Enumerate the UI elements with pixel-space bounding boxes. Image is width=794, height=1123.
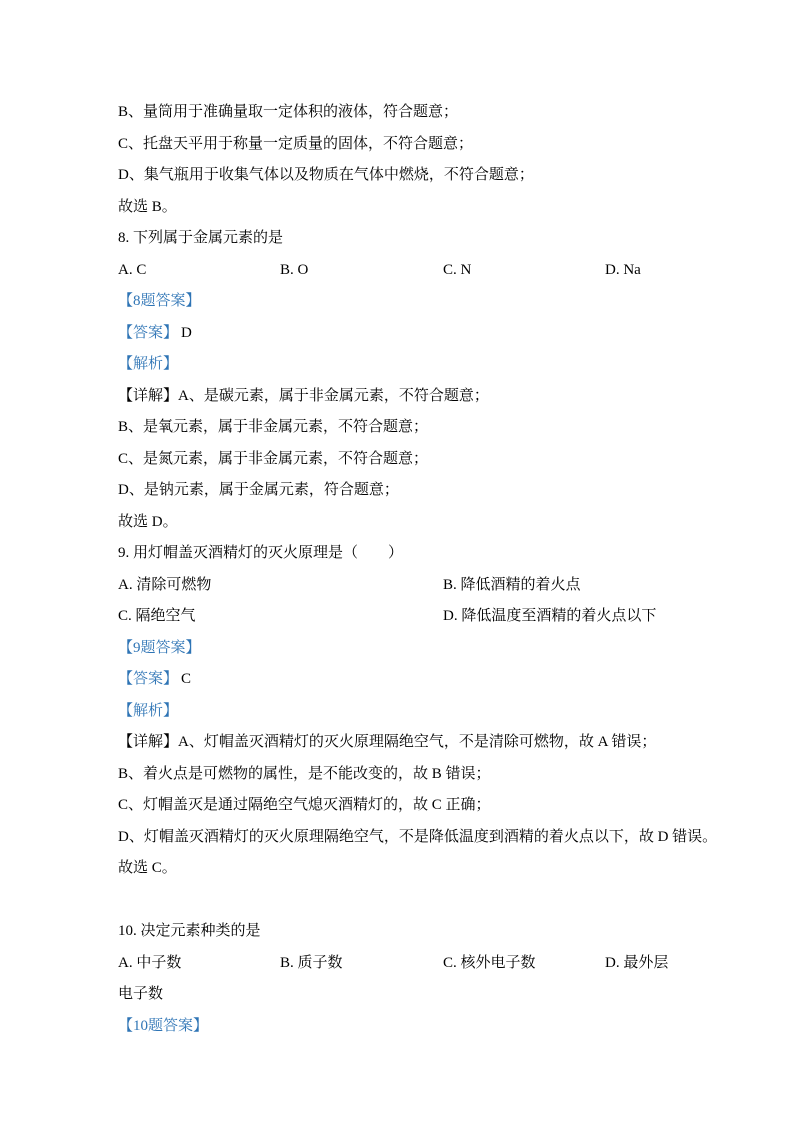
q10-option-b: B. 质子数 [280,954,343,971]
q9-option-d: D. 降低温度至酒精的着火点以下 [443,608,657,624]
q8-conclusion: 故选 D。 [118,513,178,530]
q9-detail-c: C、灯帽盖灭是通过隔绝空气熄灭酒精灯的，故 C 正确； [118,797,491,813]
page-content [118,97,738,1042]
q8-answer-line [118,318,738,350]
q9-answer-tag-label: 【9题答案】 [118,639,201,656]
q8-detail-b: B、是氧元素，属于非金属元素，不符合题意； [118,419,429,435]
q7-conclusion: 故选 B。 [118,198,177,215]
q9-answer-line [118,664,738,696]
q8-option-b: B. O [280,261,309,278]
q8-answer-label: 【答案】 [118,324,179,341]
q10-option-d-wrap: 电子数 [118,986,164,1002]
q9-answer-value: C [181,671,192,687]
q8-answer-tag-label: 【8题答案】 [118,293,201,309]
q9-detail-b: B、着火点是可燃物的属性，是不能改变的，故 B 错误； [118,765,491,782]
q9-conclusion: 故选 C。 [118,860,177,876]
blank-line [118,885,738,917]
q9-answer-tag [118,633,738,665]
q8-option-d: D. Na [605,261,641,278]
q9-analysis-label: 【解析】 [118,702,179,719]
q8-answer-value: D [181,324,192,341]
q9-options-row1 [118,570,738,602]
q10-option-a: A. 中子数 [118,954,182,971]
q9-detail-d: D、灯帽盖灭酒精灯的灭火原理隔绝空气，不是降低温度到酒精的着火点以下，故 D 错误。 [118,828,718,845]
q9-options-row2 [118,601,738,633]
q8-detail-a: 【详解】A、是碳元素，属于非金属元素，不符合题意； [118,387,489,404]
q8-stem: 8. 下列属于金属元素的是 [118,230,284,246]
q10-stem: 10. 决定元素种类的是 [118,923,261,939]
q9-stem: 9. 用灯帽盖灭酒精灯的灭火原理是（ ） [118,545,404,561]
q8-option-a: A. C [118,261,147,278]
q10-answer-tag [118,1011,738,1043]
q8-analysis-label: 【解析】 [118,356,179,372]
q9-option-b: B. 降低酒精的着火点 [443,576,581,593]
q8-answer-tag [118,286,738,318]
q10-option-d: D. 最外层 [605,954,669,971]
q8-detail-d: D、是钠元素，属于金属元素，符合题意； [118,482,399,498]
q8-options [118,255,738,287]
q8-detail-label: 【详解】 [118,387,179,404]
q10-answer-tag-label: 【10题答案】 [118,1017,209,1034]
q9-option-c: C. 隔绝空气 [118,608,196,624]
q10-option-c: C. 核外电子数 [443,954,536,971]
q7-explain-d: D、集气瓶用于收集气体以及物质在气体中燃烧，不符合题意； [118,167,534,183]
q7-explain-c: C、托盘天平用于称量一定质量的固体，不符合题意； [118,135,474,152]
q9-detail-label: 【详解】 [118,734,179,750]
q10-options [118,948,738,980]
q8-detail-c: C、是氮元素，属于非金属元素，不符合题意； [118,450,429,467]
q9-option-a: A. 清除可燃物 [118,576,212,593]
q8-option-c: C. N [443,261,472,278]
q7-explain-b: B、量筒用于准确量取一定体积的液体，符合题意； [118,104,459,120]
q9-answer-label: 【答案】 [118,671,179,687]
q9-detail-a: 【详解】A、灯帽盖灭酒精灯的灭火原理隔绝空气，不是清除可燃物，故 A 错误； [118,734,657,750]
